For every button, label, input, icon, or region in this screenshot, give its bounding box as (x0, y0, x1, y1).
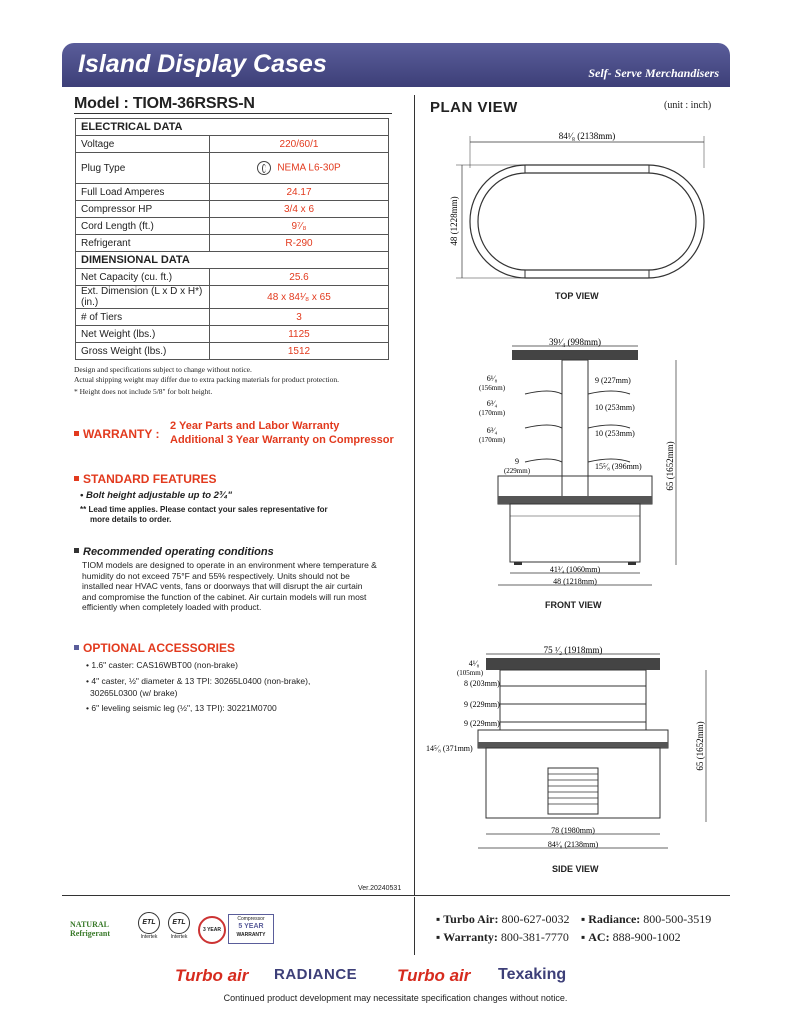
side-dim-label: 8 (203mm) (464, 679, 500, 688)
version-label: Ver.20240531 (358, 885, 402, 892)
operating-line: humidity do not exceed 75°F and 55% respectively. Units should not be (82, 570, 350, 581)
spec-value: 1512 (210, 343, 389, 360)
operating-line: and compromise the function of the cabinet. Air curtain models will run most (82, 591, 367, 602)
footer-rule (62, 895, 730, 896)
spec-label: # of Tiers (76, 309, 210, 326)
bullet-icon (74, 645, 79, 650)
etl-text: Intertek (140, 934, 158, 940)
side-view-label: SIDE VIEW (552, 864, 599, 874)
side-dim-label: (105mm) (456, 669, 484, 677)
side-bottom-dim: 78 (1980mm) (551, 826, 595, 835)
spec-label: Full Load Amperes (76, 184, 210, 201)
accessories-heading (74, 641, 235, 655)
table-row (76, 326, 389, 343)
table-row (76, 309, 389, 326)
top-width-dim: 84¹⁄₈ (2138mm) (558, 131, 616, 141)
front-dim-label: (170mm) (478, 409, 506, 417)
compressor-warranty-badge (228, 914, 274, 944)
front-dim-label: 9 (515, 457, 519, 466)
front-height-dim: 65 (1652mm) (665, 441, 675, 491)
accessories-heading-text: OPTIONAL ACCESSORIES (83, 641, 236, 655)
spec-value (210, 153, 389, 184)
spec-label: Net Weight (lbs.) (76, 326, 210, 343)
side-dim-label: 14⁵⁄₈ (371mm) (426, 744, 473, 753)
dimensional-heading: DIMENSIONAL DATA (76, 252, 389, 269)
front-dim-label: (229mm) (503, 467, 531, 475)
contact-phone[interactable]: 888-900-1002 (612, 930, 681, 944)
warranty-label-text: WARRANTY : (83, 427, 160, 441)
spec-value: 3/4 x 6 (210, 201, 389, 218)
warranty-line: 2 Year Parts and Labor Warranty (170, 420, 340, 432)
bullet-icon (74, 548, 79, 553)
year-warranty-badge: 3 YEAR (198, 916, 226, 944)
spec-label: Compressor HP (76, 201, 210, 218)
table-row (76, 184, 389, 201)
compressor-text: Compressor (237, 916, 265, 922)
operating-heading-text: Recommended operating conditions (83, 546, 274, 558)
etl-sanitation-badge: ETL Intertek (168, 912, 190, 940)
model-divider (74, 113, 392, 114)
contact-phone[interactable]: 800-381-7770 (500, 930, 569, 944)
operating-line: installed near HVAC vents, fans or doorways that will disrupt the air curtain (82, 581, 363, 591)
column-divider (414, 95, 415, 895)
standard-features-heading (74, 472, 217, 486)
spec-label: Cord Length (ft.) (76, 218, 210, 235)
standard-heading-text: STANDARD FEATURES (83, 472, 217, 486)
front-dim-label: 10 (253mm) (595, 429, 635, 438)
top-view-label: TOP VIEW (555, 291, 599, 301)
natural-refrigerant-logo (70, 920, 130, 938)
spec-value: 3 (210, 309, 389, 326)
note-line: * Height does not include 5/8" for bolt height. (74, 387, 213, 396)
spec-label: Plug Type (76, 153, 210, 184)
spec-label: Gross Weight (lbs.) (76, 343, 210, 360)
contact-label: Radiance: (588, 912, 641, 926)
side-dim-label: 9 (229mm) (464, 700, 500, 709)
side-view-drawing (420, 644, 720, 854)
spec-table (75, 118, 389, 360)
spec-value: 24.17 (210, 184, 389, 201)
table-row (76, 235, 389, 252)
spec-value: 220/60/1 (210, 136, 389, 153)
side-dim-label: 9 (229mm) (464, 719, 500, 728)
footer-disclaimer: Continued product development may necessitate specification changes without notice. (223, 993, 568, 1003)
side-dim-label: 4¹⁄₈ (468, 659, 480, 668)
bullet-icon (74, 431, 79, 436)
front-bottom-dim: 41³⁄₄ (1060mm) (549, 565, 601, 574)
page-subtitle: Self- Serve Merchandisers (588, 66, 719, 80)
accessory-item: • 1.6" caster: CAS16WBT00 (non-brake) (86, 660, 238, 670)
standard-item: • Bolt height adjustable up to 2³⁄₄" (80, 490, 233, 501)
table-row (76, 201, 389, 218)
front-dim-label: (170mm) (478, 436, 506, 444)
spec-label: Ext. Dimension (L x D x H*) (in.) (76, 286, 210, 309)
top-depth-dim: 48 (1228mm) (449, 196, 459, 246)
front-dim-label: 10 (253mm) (595, 403, 635, 412)
unit-label: (unit : inch) (664, 100, 712, 111)
spec-label: Voltage (76, 136, 210, 153)
model-number: Model : TIOM-36RSRS-N (74, 95, 255, 112)
operating-line: efficiently when completely loaded with product. (82, 602, 262, 612)
natural-text: NATURAL (70, 920, 109, 929)
operating-text (82, 560, 377, 613)
spec-value: R-290 (210, 235, 389, 252)
front-bottom-dim: 48 (1218mm) (553, 577, 597, 586)
radiance-logo: RADIANCE (274, 966, 358, 983)
bullet-icon (74, 476, 79, 481)
lead-time-note: more details to order. (90, 515, 172, 524)
plug-icon (257, 161, 271, 175)
table-row (76, 343, 389, 360)
front-view-drawing (470, 336, 690, 594)
front-view-label: FRONT VIEW (545, 600, 602, 610)
note-line: Actual shipping weight may differ due to extra packing materials for product protection. (74, 375, 339, 384)
accessory-item: • 4" caster, ½" diameter & 13 TPI: 30265L0400 (non-brake), (86, 676, 311, 686)
side-height-dim: 65 (1652mm) (695, 721, 705, 771)
table-row (76, 136, 389, 153)
front-top-dim: 39¹⁄₄ (998mm) (548, 337, 602, 347)
contact-phone[interactable]: 800-500-3519 (643, 912, 712, 926)
page-title: Island Display Cases (78, 50, 327, 78)
contact-radiance: ▪ Radiance: 800-500-3519 (581, 912, 712, 926)
electrical-heading: ELECTRICAL DATA (76, 119, 389, 136)
front-dim-label: 6¹⁄₈ (486, 374, 498, 383)
warranty-label (74, 427, 159, 441)
accessory-item: • 6" leveling seismic leg (½", 13 TPI): 30221M0700 (86, 703, 277, 713)
top-view-drawing (440, 128, 730, 288)
side-top-dim: 75 ¹⁄₂ (1918mm) (543, 645, 603, 655)
plug-type-value: NEMA L6-30P (277, 162, 341, 174)
contact-ac: ▪ AC: 888-900-1002 (581, 930, 681, 944)
accessory-item: 30265L0300 (w/ brake) (90, 688, 178, 698)
table-row (76, 218, 389, 235)
lead-time-note: ** Lead time applies. Please contact your sales representative for (80, 505, 328, 514)
front-dim-label: 6³⁄₄ (486, 399, 498, 408)
plan-view-title: PLAN VIEW (430, 99, 518, 116)
spec-label: Refrigerant (76, 235, 210, 252)
spec-value: 25.6 (210, 269, 389, 286)
operating-line: TIOM models are designed to operate in an environment where temperature & (82, 560, 377, 570)
texaking-logo: Texaking (498, 966, 567, 983)
front-dim-label: 9 (227mm) (595, 376, 631, 385)
operating-heading (74, 546, 274, 558)
contact-label: Warranty: (443, 930, 498, 944)
contact-phone[interactable]: 800-627-0032 (501, 912, 570, 926)
warranty-line: Additional 3 Year Warranty on Compressor (170, 434, 394, 446)
turbo-air-logo: Turbo air (175, 966, 249, 985)
footer-divider (414, 897, 415, 955)
contact-warranty: ▪ Warranty: 800-381-7770 (436, 930, 569, 944)
table-row (76, 269, 389, 286)
natural-text: Refrigerant (70, 929, 110, 938)
side-bottom-dim: 84¹⁄₈ (2138mm) (547, 840, 599, 849)
contact-label: AC: (588, 930, 610, 944)
contact-turbo-air: ▪ Turbo Air: 800-627-0032 (436, 912, 570, 926)
spec-value: 9⁷⁄₈ (210, 218, 389, 235)
contact-label: Turbo Air: (443, 912, 499, 926)
etl-text: Intertek (170, 934, 188, 940)
note-line: Design and specifications subject to change without notice. (74, 365, 252, 374)
front-dim-label: 6³⁄₄ (486, 426, 498, 435)
etl-badge: ETL Intertek (138, 912, 160, 940)
spec-value: 1125 (210, 326, 389, 343)
turbo-air-system-logo: Turbo air (397, 966, 471, 985)
spec-value: 48 x 84¹⁄₈ x 65 (210, 286, 389, 309)
table-row (76, 286, 389, 309)
compressor-text: WARRANTY (236, 932, 266, 938)
table-row (76, 153, 389, 184)
front-dim-label: 15⁵⁄₈ (396mm) (595, 462, 642, 471)
front-dim-label: (156mm) (478, 384, 506, 392)
compressor-text: 5 YEAR (238, 923, 264, 930)
spec-label: Net Capacity (cu. ft.) (76, 269, 210, 286)
